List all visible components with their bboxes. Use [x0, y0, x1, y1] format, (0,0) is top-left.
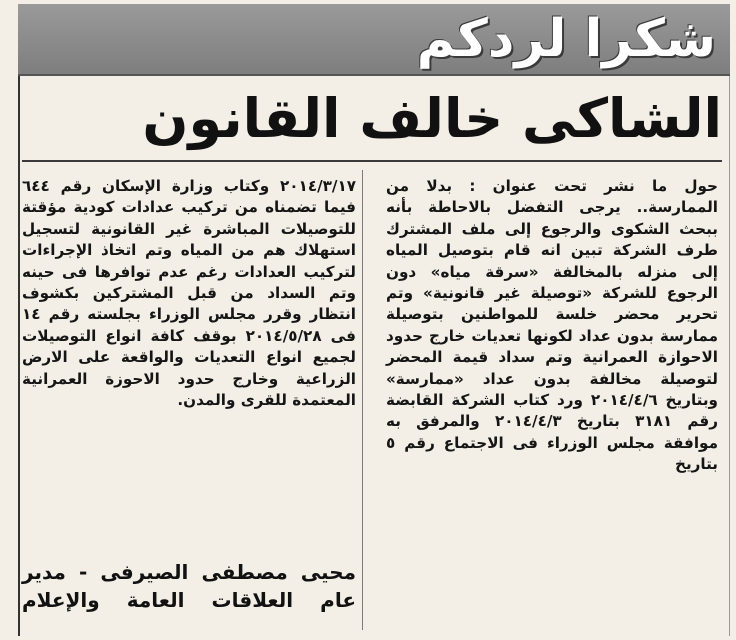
author-signature: محيى مصطفى الصيرفى - مدير عام العلاقات العامة والإعلام	[22, 560, 356, 612]
article-column-left	[22, 176, 356, 411]
section-banner	[18, 4, 730, 76]
column-divider	[362, 170, 363, 630]
article-headline: الشاكى خالف القانون	[142, 87, 722, 150]
banner-title: شكرا لردكم	[416, 9, 716, 69]
article-column-right	[386, 176, 718, 476]
column-right-text: حول ما نشر تحت عنوان : بدلا من الممارسة.. يرجى التفضل بالاحاطة بأنه ببحث الشكوى والرجوع إلى ملف المشترك طرف الشركة تبين انه قام بتوصيل المياه إلى منزله بالمخالفة «سرقة مياه» دون الرجوع للشركة «توصيلة غير قانونية» وتم تحرير محضر خلسة للمواطنين بتوصيلة ممارسة بدون عداد لكونها تعديات خارج حدود الاحوازة العمرانية وتم سداد قيمة المحضر لتوصيلة مخالفة بدون عداد «ممارسة» وبتاريخ ٢٠١٤/٤/٦ ورد كتاب الشركة القابضة رقم ٣١٨١ بتاريخ ٢٠١٤/٤/٣ والمرفق به موافقة مجلس الوزراء فى الاجتماع رقم ٥ بتاريخ	[386, 177, 718, 474]
headline-rule	[22, 160, 722, 162]
column-left-text: ٢٠١٤/٣/١٧ وكتاب وزارة الإسكان رقم ٦٤٤ فيما تضمناه من تركيب عدادات كودية مؤقتة للتوصيلات المباشرة غير القانونية لتسجيل استهلاك هم من المياه وتم اتخاذ الإجراءات لتركيب العدادات رغم عدم توافرها فى حينه وتم السداد من قبل المشتركين بكشوف انتظار وقرر مجلس الوزراء بجلسته رقم ١٤ فى ٢٠١٤/٥/٢٨ بوقف كافة انواع التوصيلات لجميع انواع التعديات والواقعة على الارض الزراعية وخارج حدود الاحوزة العمرانية المعتمدة للقرى والمدن.	[22, 177, 356, 410]
